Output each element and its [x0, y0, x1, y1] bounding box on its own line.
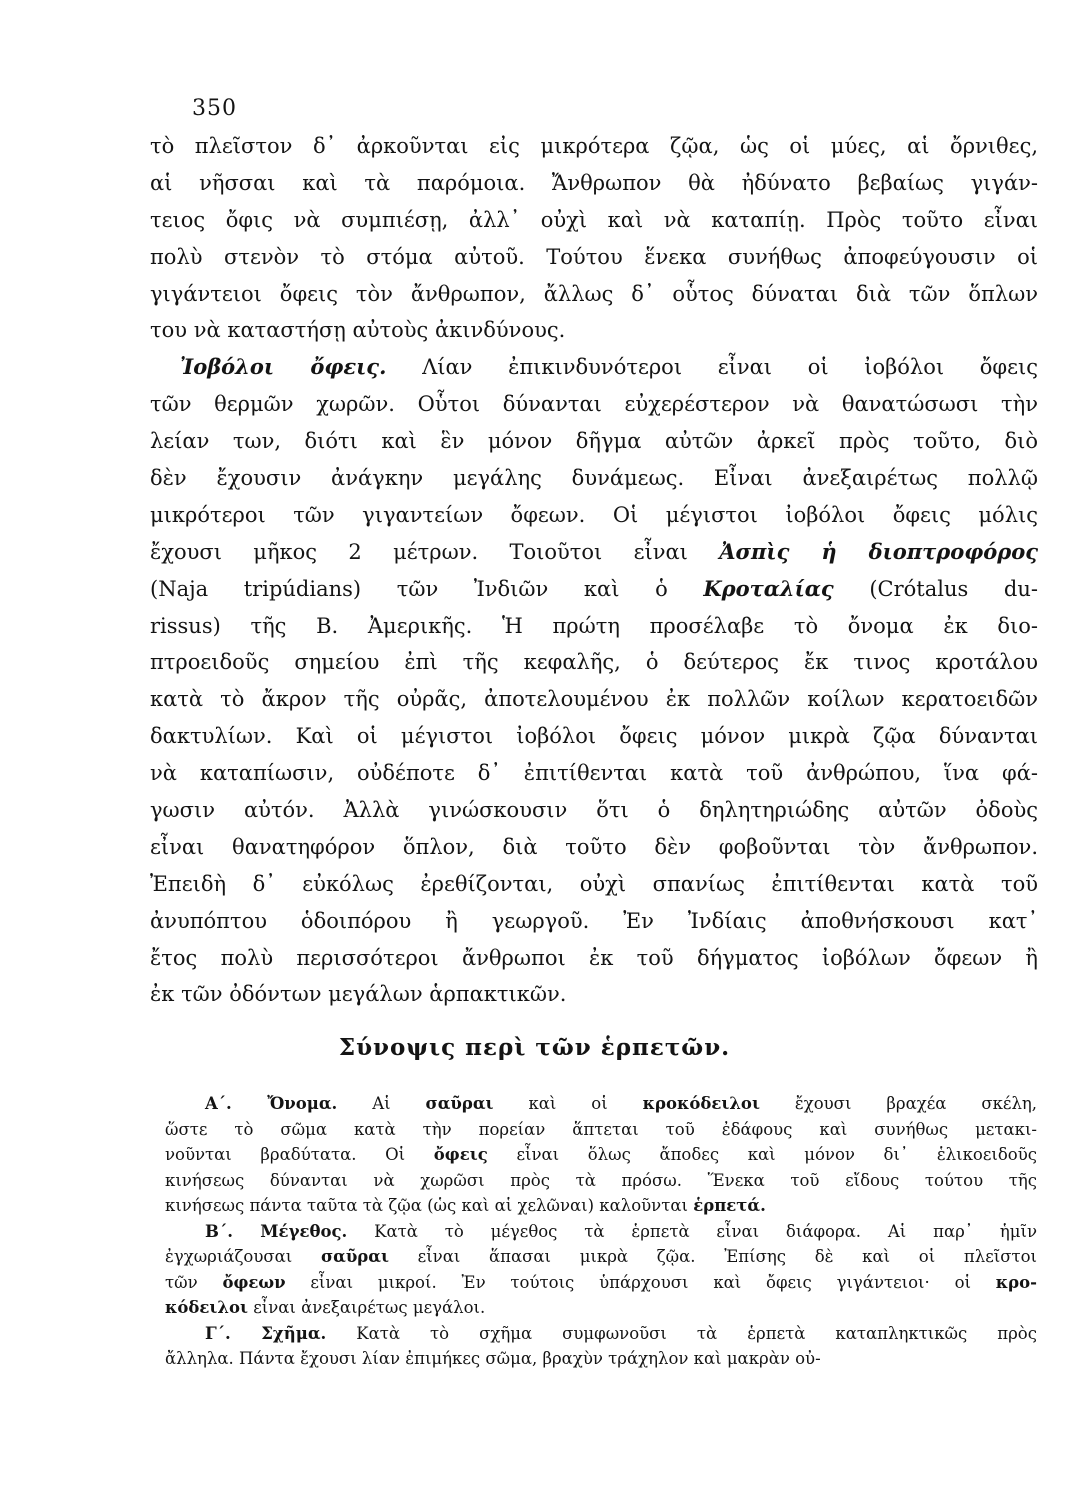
text-span: Κατὰ τὸ σχῆμα συμφωνοῦσι τὰ ἑρπετὰ καταπληκτικῶς πρὸς	[356, 1323, 1037, 1343]
summary-line	[165, 1295, 1037, 1321]
text-line	[150, 534, 1038, 571]
text-span: καὶ οἱ	[528, 1094, 608, 1113]
body-text	[150, 128, 1038, 1013]
summary-line	[165, 1244, 1037, 1270]
text-line: rissus) τῆς Β. Ἀμερικῆς. Ἡ πρώτη προσέλαβε τὸ ὄνομα ἐκ διο-	[150, 613, 1038, 638]
summary-label: Β΄. Μέγεθος.	[205, 1221, 348, 1241]
text-span: νοῦνται βραδύτατα. Οἱ	[165, 1145, 406, 1164]
text-line	[150, 349, 1038, 386]
bold-term: ἑρπετά.	[693, 1196, 766, 1215]
text-line: νὰ καταπίωσιν, οὐδέποτε δ᾽ ἐπιτίθενται κατὰ τοῦ ἀνθρώπου, ἵνα φά-	[150, 761, 1038, 786]
text-line: κατὰ τὸ ἄκρον τῆς οὐρᾶς, ἀποτελουμένου ἐκ πολλῶν κοίλων κερατοειδῶν	[150, 687, 1038, 712]
text-line: ἔτος πολὺ περισσότεροι ἄνθρωποι ἐκ τοῦ δήγματος ἰοβόλων ὄφεων ἢ	[150, 945, 1038, 970]
bold-term: κροκόδειλοι	[642, 1094, 760, 1113]
text-span: Κατὰ τὸ μέγεθος τὰ ἑρπετὰ εἶναι διάφορα. Αἱ παρ᾽ ἡμῖν	[374, 1221, 1037, 1241]
text-line: δὲν ἔχουσιν ἀνάγκην μεγάλης δυνάμεως. Εἶναι ἀνεξαιρέτως πολλῷ	[150, 466, 1038, 491]
text-line: πτροειδοῦς σημείου ἐπὶ τῆς κεφαλῆς, ὁ δεύτερος ἔκ τινος κροτάλου	[150, 650, 1038, 675]
text-line: τειος ὄφις νὰ συμπιέσῃ, ἀλλ᾽ οὐχὶ καὶ νὰ καταπίῃ. Πρὸς τοῦτο εἶναι	[150, 207, 1038, 232]
text-span: Αἱ	[372, 1094, 391, 1113]
text-line: εἶναι θανατηφόρον ὅπλον, διὰ τοῦτο δὲν φοβοῦνται τὸν ἄνθρωπον.	[150, 834, 1038, 859]
species-name: Ἀσπὶς ἡ διοπτροφόρος	[719, 538, 1038, 564]
text-line: γωσιν αὐτόν. Ἀλλὰ γινώσκουσιν ὅτι ὁ δηλητηριώδης αὐτῶν ὀδοὺς	[150, 798, 1038, 823]
text-line: μικρότεροι τῶν γιγαντείων ὄφεων. Οἱ μέγιστοι ἰοβόλοι ὄφεις μόλις	[150, 502, 1038, 527]
text-span: (Crótalus du-	[869, 576, 1038, 601]
text-span: εἶναι ἅπασαι μικρὰ ζῷα. Ἐπίσης δὲ καὶ οἱ πλεῖστοι	[417, 1247, 1038, 1266]
text-line: πολὺ στενὸν τὸ στόμα αὐτοῦ. Τούτου ἕνεκα συνήθως ἀποφεύγουσιν οἱ	[150, 244, 1038, 269]
bold-term: ὄφεις	[433, 1145, 488, 1164]
text-span: τῶν	[165, 1272, 198, 1292]
text-line: λείαν των, διότι καὶ ἓν μόνον δῆγμα αὐτῶν ἀρκεῖ πρὸς τοῦτο, διὸ	[150, 429, 1038, 454]
summary-line	[165, 1219, 1037, 1245]
bold-term: σαῦραι	[425, 1094, 494, 1113]
text-span: εἶναι ἀνεξαιρέτως μεγάλοι.	[253, 1298, 486, 1317]
text-line: αἱ νῆσσαι καὶ τὰ παρόμοια. Ἄνθρωπον θὰ ἠδύνατο βεβαίως γιγάν-	[150, 170, 1038, 195]
summary-label: Α΄. Ὄνομα.	[205, 1094, 338, 1113]
summary-line	[165, 1321, 1037, 1347]
text-line: γιγάντειοι ὄφεις τὸν ἄνθρωπον, ἄλλως δ᾽ οὗτος δύναται διὰ τῶν ὅπλων	[150, 281, 1038, 306]
summary-line	[165, 1193, 1037, 1219]
text-line: Ἐπειδὴ δ᾽ εὐκόλως ἐρεθίζονται, οὐχὶ σπανίως ἐπιτίθενται κατὰ τοῦ	[150, 871, 1038, 896]
text-span: εἶναι μικροί. Ἐν τούτοις ὑπάρχουσι καὶ ὄφεις γιγάντειοι· οἱ	[310, 1272, 971, 1292]
species-name: Κροταλίας	[703, 575, 834, 601]
bold-term: σαῦραι	[320, 1247, 389, 1266]
text-line: τὸ πλεῖστον δ᾽ ἀρκοῦνται εἰς μικρότερα ζῷα, ὡς οἱ μύες, αἱ ὄρνιθες,	[150, 134, 1038, 158]
text-line: δακτυλίων. Καὶ οἱ μέγιστοι ἰοβόλοι ὄφεις μόνον μικρὰ ζῷα δύνανται	[150, 724, 1038, 749]
text-line: ἐκ τῶν ὀδόντων μεγάλων ἁρπακτικῶν.	[150, 982, 567, 1007]
summary-line	[165, 1091, 1037, 1117]
text-span: ἔχουσι μῆκος 2 μέτρων. Τοιοῦτοι εἶναι	[150, 539, 688, 564]
bold-term: κόδειλοι	[165, 1298, 248, 1317]
summary-label: Γ΄. Σχῆμα.	[205, 1323, 327, 1343]
text-span: κινήσεως πάντα ταῦτα τὰ ζῷα (ὡς καὶ αἱ χελῶναι) καλοῦνται	[165, 1196, 688, 1215]
section-heading: Σύνοψις περὶ τῶν ἑρπετῶν.	[338, 1034, 731, 1061]
text-span: (Naja tripúdians) τῶν Ἰνδιῶν καὶ ὁ	[150, 576, 668, 601]
page-number: 350	[192, 96, 237, 121]
text-line	[150, 571, 1038, 608]
text-line: ἀνυπόπτου ὁδοιπόρου ἢ γεωργοῦ. Ἐν Ἰνδίαις ἀποθνήσκουσι κατ᾽	[150, 908, 1038, 933]
text-span: ἐγχωριάζουσαι	[165, 1247, 293, 1266]
bold-term: ὄφεων	[222, 1272, 286, 1292]
summary-line: κινήσεως δύνανται νὰ χωρῶσι πρὸς τὰ πρόσω. Ἕνεκα τοῦ εἴδους τούτου τῆς	[165, 1170, 1037, 1190]
text-span: ἔχουσι βραχέα σκέλη,	[794, 1094, 1038, 1113]
bold-term: κρο-	[995, 1272, 1037, 1292]
summary-line: ὥστε τὸ σῶμα κατὰ τὴν πορείαν ἅπτεται τοῦ ἐδάφους καὶ συνήθως μετακι-	[165, 1119, 1037, 1139]
text-line: του νὰ καταστήσῃ αὐτοὺς ἀκινδύνους.	[150, 318, 566, 343]
text-span: Λίαν ἐπικινδυνότεροι εἶναι οἱ ἰοβόλοι ὄφεις	[422, 355, 1038, 380]
summary-line: ἄλληλα. Πάντα ἔχουσι λίαν ἐπιμήκες σῶμα, βραχὺν τράχηλον καὶ μακρὰν οὐ-	[165, 1349, 821, 1368]
summary-line	[165, 1270, 1037, 1296]
summary-line	[165, 1142, 1037, 1168]
text-line: τῶν θερμῶν χωρῶν. Οὗτοι δύνανται εὐχερέστερον νὰ θανατώσωσι τὴν	[150, 392, 1038, 417]
subject-term: Ἰοβόλοι ὄφεις.	[180, 354, 387, 380]
summary-section	[165, 1091, 1037, 1372]
text-span: εἶναι ὅλως ἄποδες καὶ μόνον δι᾽ ἑλικοειδοῦς	[516, 1145, 1038, 1164]
